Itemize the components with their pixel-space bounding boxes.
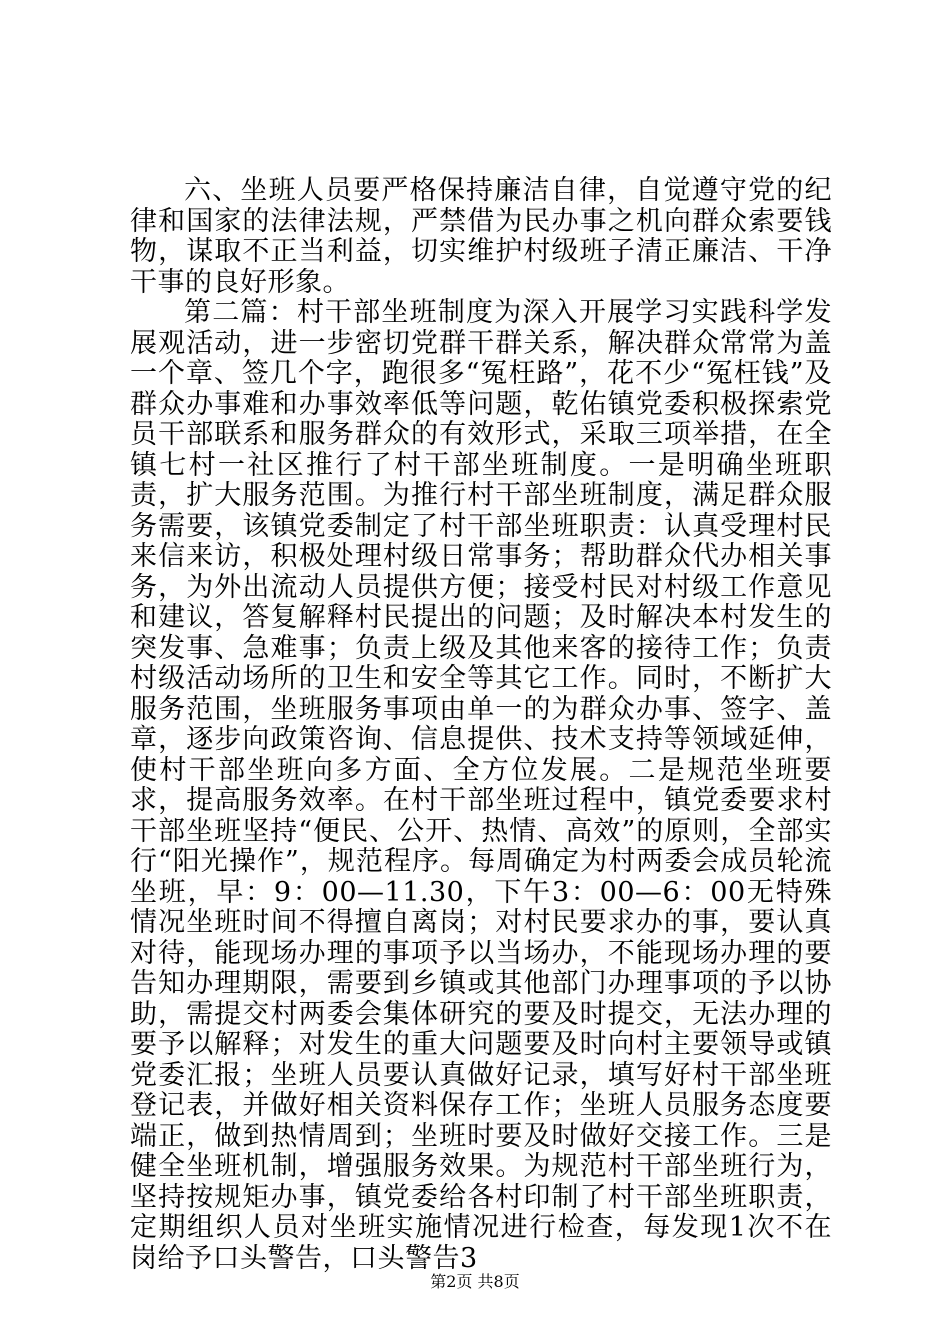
- paragraph-part-two: 第二篇：村干部坐班制度为深入开展学习实践科学发展观活动，进一步密切党群干群关系，解决群众常常为盖一个章、签几个字，跑很多“冤枉路”，花不少“冤枉钱”及群众办事难和办事效率低等问题，乾佑镇党委积极探索党员干部联系和服务群众的有效形式，采取三项举措，在全镇七村一社区推行了村干部坐班制度。一是明确坐班职责，扩大服务范围。为推行村干部坐班制度，满足群众服务需要，该镇党委制定了村干部坐班职责：认真受理村民来信来访，积极处理村级日常事务；帮助群众代办相关事务，为外出流动人员提供方便；接受村民对村级工作意见和建议，答复解释村民提出的问题；及时解决本村发生的突发事、急难事；负责上级及其他来客的接待工作；负责村级活动场所的卫生和安全等其它工作。同时，不断扩大服务范围，坐班服务事项由单一的为群众办事、签字、盖章，逐步向政策咨询、信息提供、技术支持等领域延伸，使村干部坐班向多方面、全方位发展。二是规范坐班要求，提高服务效率。在村干部坐班过程中，镇党委要求村干部坐班坚持“便民、公开、热情、高效”的原则，全部实行“阳光操作”，规范程序。每周确定为村两委会成员轮流坐班，早：9：00—11.30，下午3：00—6：00无特殊情况坐班时间不得擅自离岗；对村民要求办的事，要认真对待，能现场办理的事项予以当场办，不能现场办理的要告知办理期限，需要到乡镇或其他部门办理事项的予以协助，需提交村两委会集体研究的要及时提交，无法办理的要予以解释；对发生的重大问题要及时向村主要领导或镇党委汇报；坐班人员要认真做好记录，填写好村干部坐班登记表，并做好相关资料保存工作；坐班人员服务态度要端正，做到热情周到；坐班时要及时做好交接工作。三是健全坐班机制，增强服务效果。为规范村干部坐班行为，坚持按规矩办事，镇党委给各村印制了村干部坐班职责，定期组织人员对坐班实施情况进行检查，每发现1次不在岗给予口头警告，口头警告3: [130, 297, 832, 1274]
- paragraph-section-six: 六、坐班人员要严格保持廉洁自律，自觉遵守党的纪律和国家的法律法规，严禁借为民办事之机向群众索要钱物，谋取不正当利益，切实维护村级班子清正廉洁、干净干事的良好形象。: [130, 175, 832, 298]
- document-body: [130, 176, 832, 1274]
- page-number-footer: 第2页 共8页: [430, 1272, 520, 1291]
